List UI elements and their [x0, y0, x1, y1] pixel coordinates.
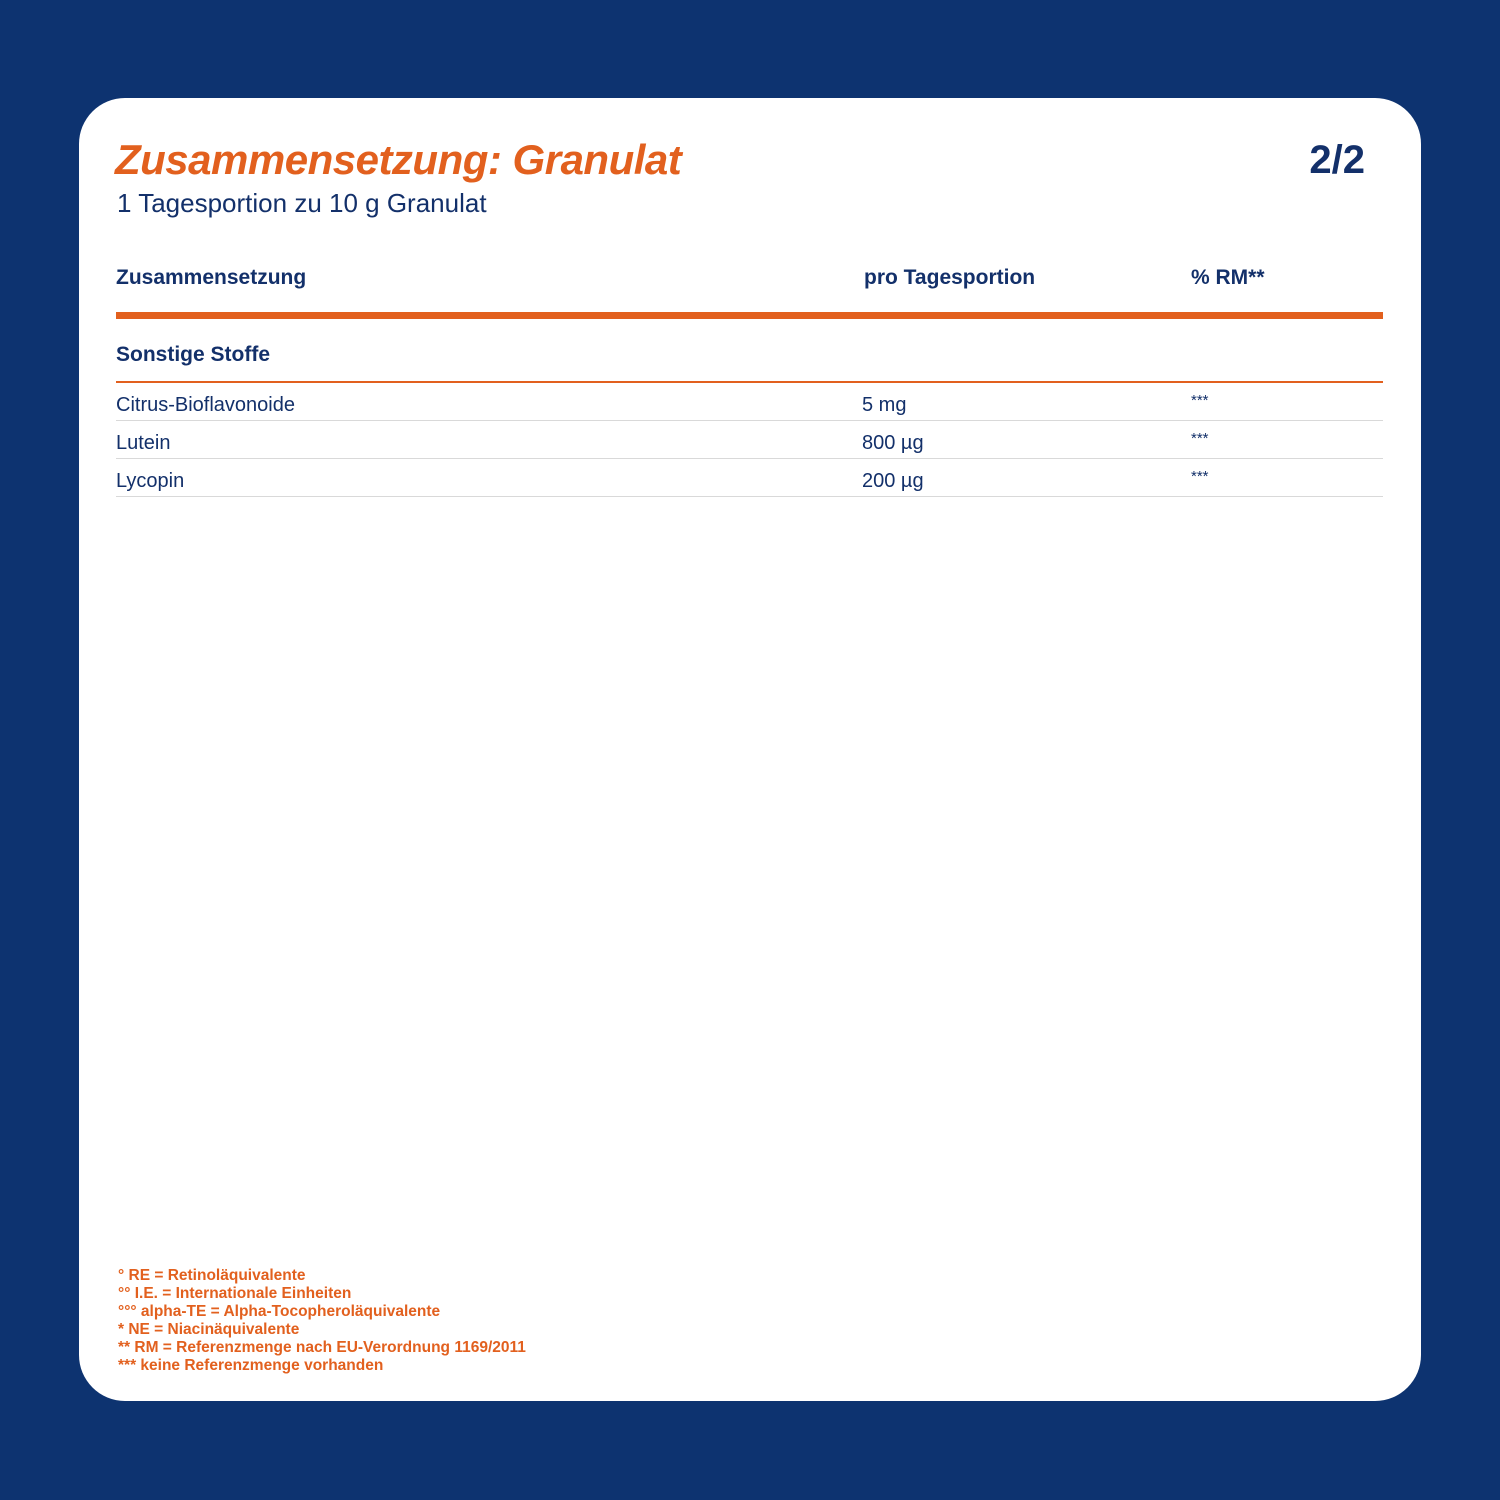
table-header — [116, 258, 1383, 319]
ingredient-amount: 200 µg — [862, 470, 924, 492]
section-title: Sonstige Stoffe — [116, 343, 271, 366]
composition-table — [116, 258, 1383, 497]
ingredient-amount: 800 µg — [862, 432, 924, 454]
page-title: Zusammensetzung: Granulat — [115, 136, 682, 183]
ingredient-rm: *** — [1191, 468, 1209, 485]
footnote: *** keine Referenzmenge vorhanden — [118, 1357, 384, 1374]
footnote: ° RE = Retinoläquivalente — [118, 1267, 306, 1284]
footnote: °° I.E. = Internationale Einheiten — [118, 1285, 352, 1302]
column-header-rm: % RM** — [1191, 266, 1265, 289]
ingredient-name: Citrus-Bioflavonoide — [116, 394, 295, 416]
ingredient-amount: 5 mg — [862, 394, 907, 416]
column-header-composition: Zusammensetzung — [116, 266, 307, 289]
composition-card — [79, 98, 1421, 1401]
footnote: ** RM = Referenzmenge nach EU-Verordnung 1169/2011 — [118, 1339, 526, 1356]
footnotes — [118, 1267, 526, 1375]
ingredient-name: Lycopin — [116, 470, 185, 492]
page-number: 2/2 — [1309, 138, 1365, 182]
page-subtitle: 1 Tagesportion zu 10 g Granulat — [117, 188, 487, 218]
table-row — [116, 383, 1383, 421]
column-header-per-portion: pro Tagesportion — [864, 266, 1036, 289]
ingredient-rm: *** — [1191, 392, 1209, 409]
table-row — [116, 459, 1383, 497]
table-row — [116, 421, 1383, 459]
footnote: °°° alpha-TE = Alpha-Tocopheroläquivalente — [118, 1303, 441, 1320]
ingredient-name: Lutein — [116, 432, 171, 454]
section-header — [116, 319, 1383, 383]
footnote: * NE = Niacinäquivalente — [118, 1321, 300, 1338]
ingredient-rm: *** — [1191, 430, 1209, 447]
